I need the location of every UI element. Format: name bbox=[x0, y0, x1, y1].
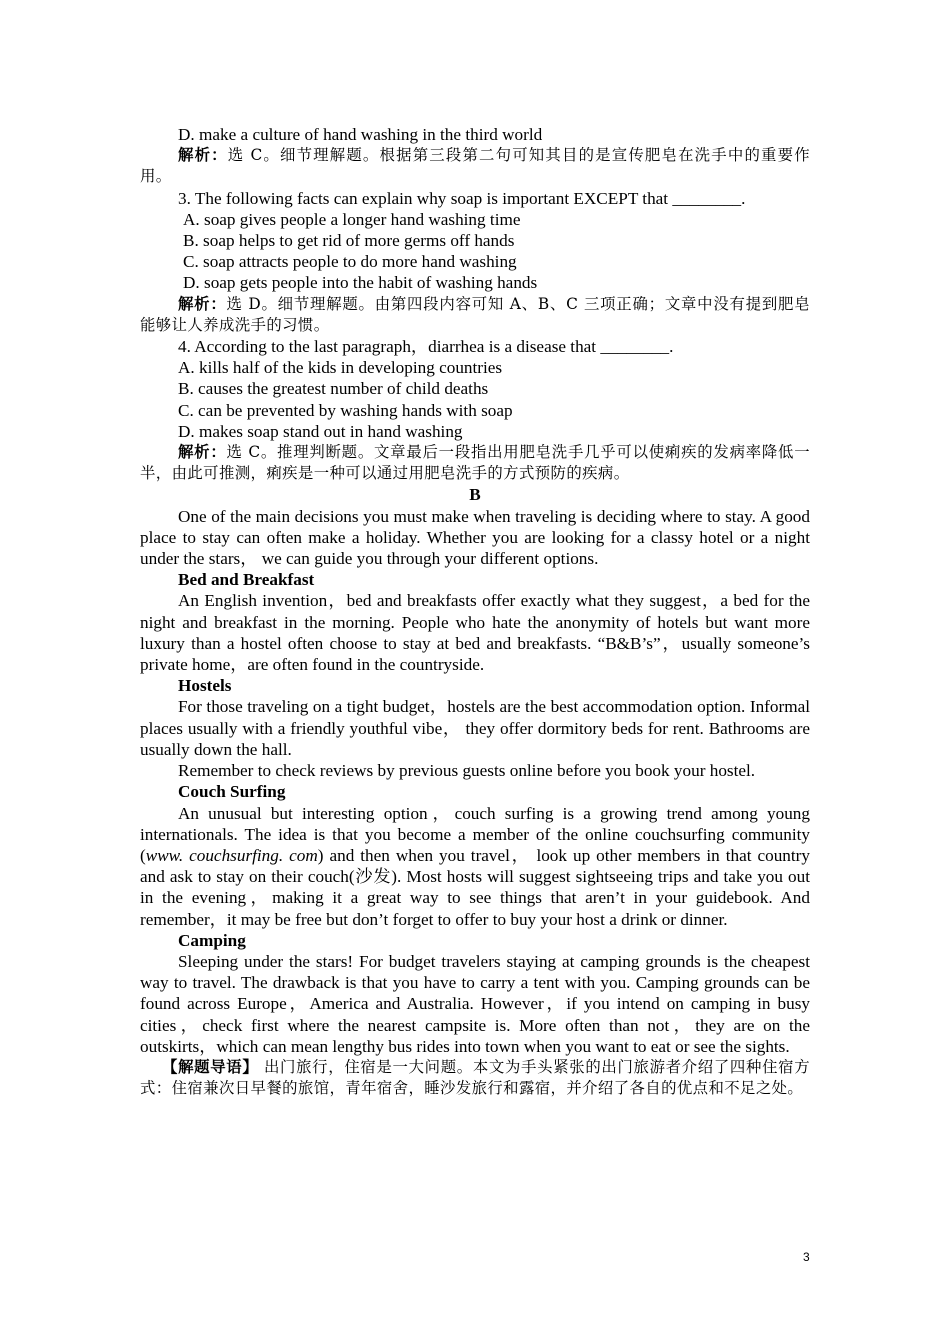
camping-paragraph: Sleeping under the stars! For budget travelers staying at camping grounds is the cheapest way to travel. The drawback is that you have to carry a tent with you. Camping grounds can be found across Europe，America and Australia. However，if you intend on camping in busy cities，check first where the nearest campsite is. More often than not，they are on the outskirts，which can mean lengthy bus rides into town when you want to eat or see the sights. bbox=[140, 951, 810, 1056]
guide-text: 出门旅行，住宿是一大问题。本文为手头紧张的出门旅游者介绍了四种住宿方式：住宿兼次日早餐的旅馆，青年宿舍，睡沙发旅行和露宿，并介绍了各自的优点和不足之处。 bbox=[140, 1057, 810, 1098]
page-number: 3 bbox=[803, 1250, 810, 1264]
q2-option-d: D. make a culture of hand washing in the third world bbox=[178, 125, 543, 144]
document-page bbox=[140, 124, 810, 1099]
guide-label: 【解题导语】 bbox=[162, 1057, 259, 1076]
couchsurfing-url: www. couchsurfing. com bbox=[145, 845, 318, 865]
bnb-heading: Bed and Breakfast bbox=[178, 570, 315, 590]
q2-answer-text: 选 C。细节理解题。根据第三段第二句可知其目的是宣传肥皂在洗手中的重要作用。 bbox=[140, 146, 810, 186]
passage-b-label: B bbox=[469, 485, 481, 505]
guide-note bbox=[140, 1057, 810, 1099]
q3-answer bbox=[140, 294, 810, 336]
q4-option-d: D. makes soap stand out in hand washing bbox=[178, 421, 463, 441]
q3-option-d: D. soap gets people into the habit of washing hands bbox=[183, 273, 538, 293]
q4-answer-label: 解析： bbox=[178, 443, 227, 462]
q2-answer-label: 解析： bbox=[178, 146, 228, 165]
couch-text-1: An unusual but interesting option，couch surfing is a growing trend among young internationals. The idea is that you become a member of the online couchsurfing community ( bbox=[140, 803, 810, 865]
q2-answer bbox=[140, 145, 810, 187]
hostels-heading: Hostels bbox=[178, 676, 232, 696]
q4-answer bbox=[140, 442, 810, 484]
bnb-paragraph: An English invention，bed and breakfasts offer exactly what they suggest，a bed for the night and breakfast in the morning. People who hate the anonymity of hotels but want more luxury than a hostel often choose to stay at bed and breakfasts. “B&B’s”，usually someone’s private home，are often found in the countryside. bbox=[140, 591, 810, 675]
q3-option-c: C. soap attracts people to do more hand washing bbox=[183, 252, 517, 272]
q4-option-b: B. causes the greatest number of child deaths bbox=[178, 379, 489, 399]
q3-option-a: A. soap gives people a longer hand washing time bbox=[183, 209, 521, 229]
q3-answer-text: 选 D。细节理解题。由第四段内容可知 A、B、C 三项正确；文章中没有提到肥皂能够让人养成洗手的习惯。 bbox=[140, 294, 810, 334]
q3-stem: 3. The following facts can explain why soap is important EXCEPT that ________. bbox=[178, 188, 746, 208]
q4-option-a: A. kills half of the kids in developing countries bbox=[178, 358, 503, 378]
camping-heading: Camping bbox=[178, 930, 246, 950]
hostels-paragraph-1: For those traveling on a tight budget，hostels are the best accommodation option. Informal places usually with a friendly youthful vibe， they offer dormitory beds for rent. Bathrooms are usually down the hall. bbox=[140, 697, 810, 759]
q3-option-b: B. soap helps to get rid of more germs off hands bbox=[183, 231, 515, 251]
couch-surfing-paragraph bbox=[140, 803, 810, 930]
q4-option-c: C. can be prevented by washing hands with soap bbox=[178, 400, 513, 420]
couch-text-2: ) and then when you travel， look up other members in that country and ask to stay on their couch(沙发). Most hosts will suggest sightseeing trips and take you out in the evening，making it a great way to see things that aren’t in your guidebook. And remember，it may be free but don’t forget to offer to buy your host a drink or dinner. bbox=[140, 845, 810, 929]
q3-answer-label: 解析： bbox=[178, 294, 227, 313]
q4-answer-text: 选 C。推理判断题。文章最后一段指出用肥皂洗手几乎可以使痢疾的发病率降低一半，由此可推测，痢疾是一种可以通过用肥皂洗手的方式预防的疾病。 bbox=[140, 443, 811, 483]
hostels-paragraph-2: Remember to check reviews by previous guests online before you book your hostel. bbox=[178, 761, 756, 781]
passage-intro: One of the main decisions you must make when traveling is deciding where to stay. A good place to stay can often make a holiday. Whether you are looking for a classy hotel or a night under the stars， we can guide you through your different options. bbox=[140, 506, 810, 569]
q4-stem: 4. According to the last paragraph，diarrhea is a disease that ________. bbox=[178, 337, 674, 357]
couch-surfing-heading: Couch Surfing bbox=[178, 782, 286, 802]
